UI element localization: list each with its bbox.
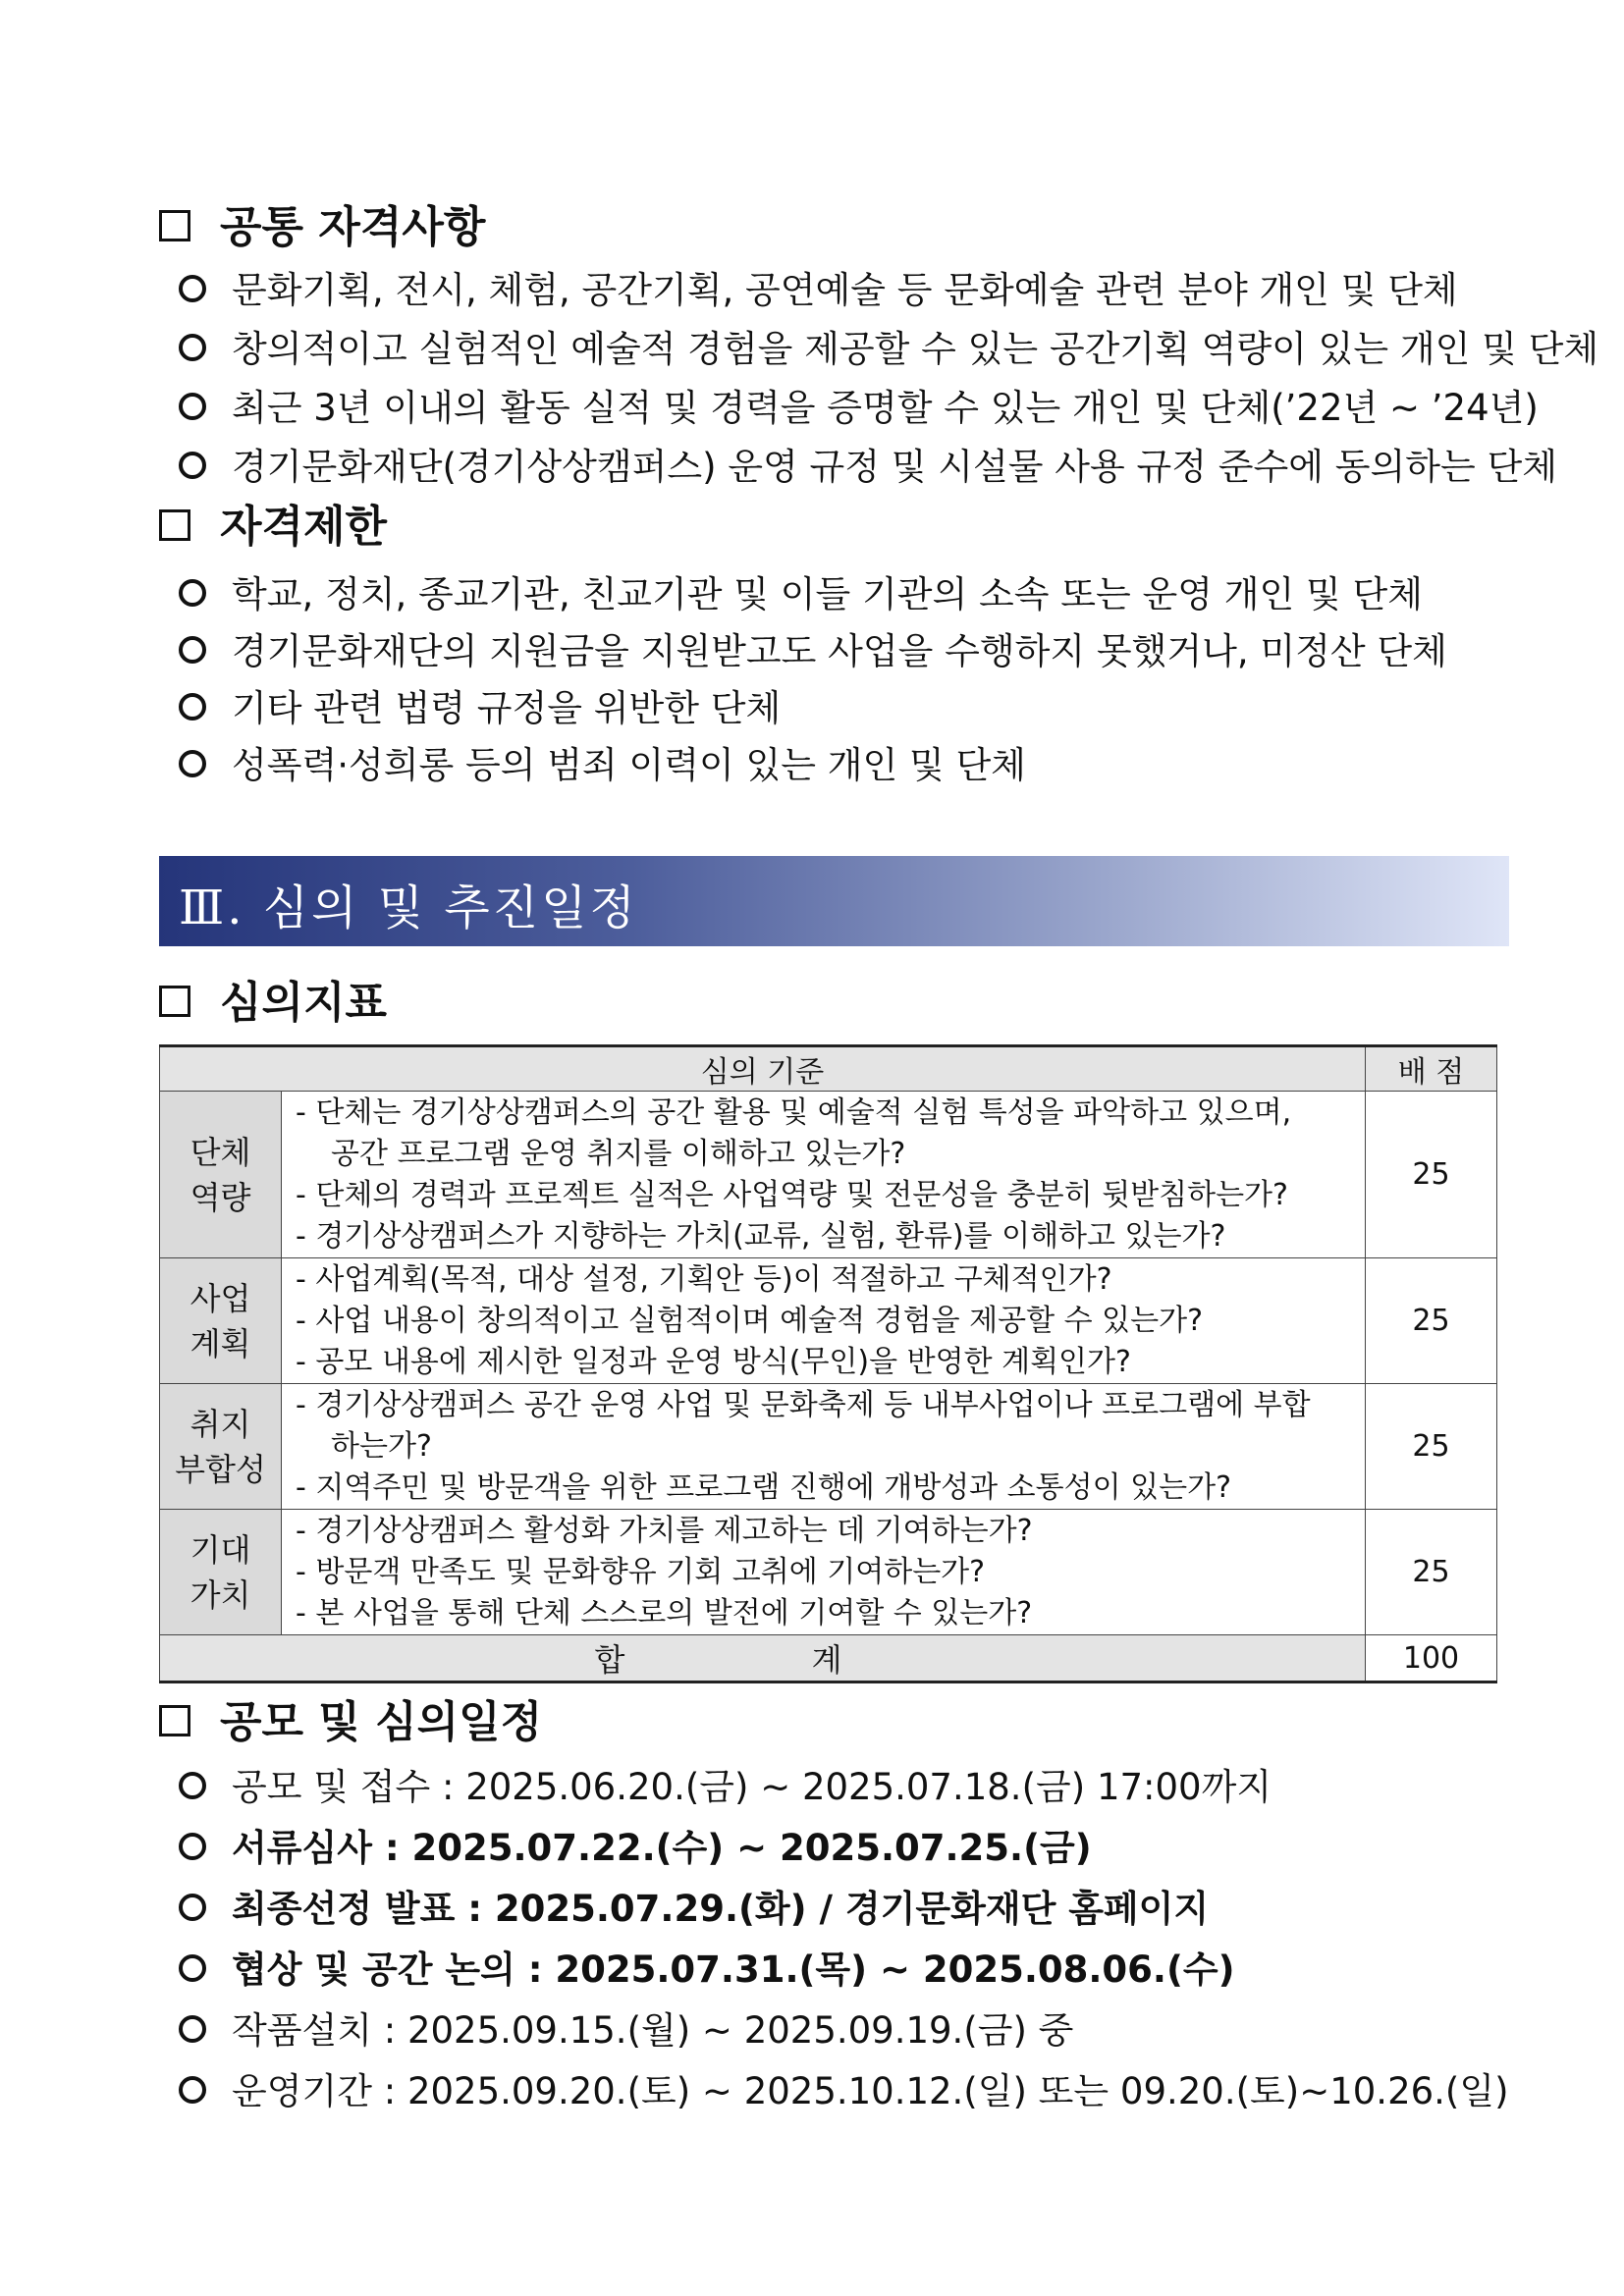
schedule-item bbox=[179, 1818, 1092, 1871]
section-banner bbox=[159, 856, 1509, 946]
schedule-item-text: 공모 및 접수 : 2025.06.20.(금) ~ 2025.07.18.(금) 17:00까지 bbox=[232, 1766, 1272, 1808]
criteria-line: - 지역주민 및 방문객을 위한 프로그램 진행에 개방성과 소통성이 있는가? bbox=[296, 1469, 1231, 1505]
heading-text: 공통 자격사항 bbox=[220, 202, 486, 252]
checkbox-square-icon bbox=[159, 509, 190, 541]
circle-bullet-icon bbox=[179, 1954, 206, 1982]
circle-bullet-icon bbox=[179, 579, 206, 607]
total-label: 합 계 bbox=[160, 1635, 1366, 1682]
category-line: 부합성 bbox=[175, 1450, 266, 1488]
list-item bbox=[179, 564, 1423, 617]
circle-bullet-icon bbox=[179, 452, 206, 479]
criteria-table bbox=[159, 1044, 1497, 1683]
banner-title: Ⅲ. 심의 및 추진일정 bbox=[179, 881, 638, 935]
list-item-text: 최근 3년 이내의 활동 실적 및 경력을 증명할 수 있는 개인 및 단체(’22년 ~ ’24년) bbox=[232, 387, 1539, 429]
list-item bbox=[179, 735, 1026, 788]
score-cell: 25 bbox=[1366, 1258, 1497, 1384]
circle-bullet-icon bbox=[179, 393, 206, 420]
schedule-item-text: 최종선정 발표 : 2025.07.29.(화) / 경기문화재단 홈페이지 bbox=[232, 1888, 1210, 1930]
checkbox-square-icon bbox=[159, 1705, 190, 1736]
criteria-line: - 단체의 경력과 프로젝트 실적은 사업역량 및 전문성을 충분히 뒷받침하는가? bbox=[296, 1177, 1288, 1212]
criteria-line: 공간 프로그램 운영 취지를 이해하고 있는가? bbox=[331, 1136, 906, 1171]
criteria-line: - 사업 내용이 창의적이고 실험적이며 예술적 경험을 제공할 수 있는가? bbox=[296, 1303, 1204, 1338]
criteria-line: - 사업계획(목적, 대상 설정, 기획안 등)이 적절하고 구체적인가? bbox=[296, 1261, 1112, 1297]
category-cell bbox=[160, 1384, 282, 1510]
checkbox-square-icon bbox=[159, 210, 190, 241]
circle-bullet-icon bbox=[179, 636, 206, 664]
circle-bullet-icon bbox=[179, 693, 206, 721]
table-header-row bbox=[160, 1046, 1497, 1092]
category-line: 단체 bbox=[189, 1133, 251, 1171]
schedule-item-text: 서류심사 : 2025.07.22.(수) ~ 2025.07.25.(금) bbox=[232, 1827, 1092, 1869]
schedule-item bbox=[179, 2001, 1073, 2054]
criteria-line: - 방문객 만족도 및 문화향유 기회 고취에 기여하는가? bbox=[296, 1554, 986, 1589]
score-cell: 25 bbox=[1366, 1384, 1497, 1510]
circle-bullet-icon bbox=[179, 275, 206, 302]
list-item-text: 학교, 정치, 종교기관, 친교기관 및 이들 기관의 소속 또는 운영 개인 및 단체 bbox=[232, 573, 1423, 615]
heading-common-qualifications bbox=[159, 191, 485, 254]
criteria-line: - 경기상상캠퍼스가 지향하는 가치(교류, 실험, 환류)를 이해하고 있는가? bbox=[296, 1218, 1226, 1254]
score-cell: 25 bbox=[1366, 1092, 1497, 1258]
circle-bullet-icon bbox=[179, 2076, 206, 2104]
schedule-item-text: 운영기간 : 2025.09.20.(토) ~ 2025.10.12.(일) 또는 09.20.(토)~10.26.(일) bbox=[232, 2070, 1509, 2112]
circle-bullet-icon bbox=[179, 334, 206, 361]
schedule-item-text: 작품설치 : 2025.09.15.(월) ~ 2025.09.19.(금) 중 bbox=[232, 2009, 1074, 2052]
heading-restrictions bbox=[159, 491, 387, 554]
schedule-item bbox=[179, 2061, 1509, 2114]
table-row bbox=[160, 1092, 1497, 1258]
list-item bbox=[179, 260, 1458, 313]
criteria-line: - 경기상상캠퍼스 공간 운영 사업 및 문화축제 등 내부사업이나 프로그램에 부합 bbox=[296, 1387, 1311, 1422]
heading-text: 공모 및 심의일정 bbox=[220, 1697, 543, 1747]
list-item bbox=[179, 437, 1557, 490]
schedule-item-text: 협상 및 공간 논의 : 2025.07.31.(목) ~ 2025.08.06.(수) bbox=[232, 1949, 1235, 1991]
list-item-text: 경기문화재단의 지원금을 지원받고도 사업을 수행하지 못했거나, 미정산 단체 bbox=[232, 630, 1447, 672]
heading-criteria bbox=[159, 967, 387, 1030]
criteria-line: - 공모 내용에 제시한 일정과 운영 방식(무인)을 반영한 계획인가? bbox=[296, 1344, 1131, 1379]
header-criteria: 심의 기준 bbox=[160, 1046, 1366, 1092]
circle-bullet-icon bbox=[179, 1894, 206, 1921]
heading-text: 심의지표 bbox=[220, 978, 388, 1028]
list-item-text: 창의적이고 실험적인 예술적 경험을 제공할 수 있는 공간기획 역량이 있는 개인 및 단체 bbox=[232, 328, 1599, 370]
criteria-line: - 경기상상캠퍼스 활성화 가치를 제고하는 데 기여하는가? bbox=[296, 1513, 1033, 1548]
category-cell bbox=[160, 1092, 282, 1258]
total-value: 100 bbox=[1366, 1635, 1497, 1682]
table-row bbox=[160, 1258, 1497, 1384]
category-line: 사업 bbox=[189, 1279, 251, 1317]
header-score: 배 점 bbox=[1366, 1046, 1497, 1092]
checkbox-square-icon bbox=[159, 986, 190, 1017]
category-line: 취지 bbox=[189, 1405, 251, 1443]
schedule-item bbox=[179, 1757, 1272, 1810]
criteria-line: - 본 사업을 통해 단체 스스로의 발전에 기여할 수 있는가? bbox=[296, 1595, 1033, 1630]
category-cell bbox=[160, 1258, 282, 1384]
list-item bbox=[179, 319, 1598, 372]
list-item-text: 문화기획, 전시, 체험, 공간기획, 공연예술 등 문화예술 관련 분야 개인 및 단체 bbox=[232, 269, 1458, 311]
criteria-cell bbox=[282, 1092, 1366, 1258]
category-line: 역량 bbox=[189, 1178, 251, 1216]
schedule-item bbox=[179, 1940, 1235, 1993]
circle-bullet-icon bbox=[179, 750, 206, 777]
score-cell: 25 bbox=[1366, 1510, 1497, 1635]
circle-bullet-icon bbox=[179, 1833, 206, 1860]
circle-bullet-icon bbox=[179, 1772, 206, 1799]
table-total-row bbox=[160, 1635, 1497, 1682]
schedule-item bbox=[179, 1879, 1209, 1932]
list-item bbox=[179, 678, 781, 731]
criteria-cell bbox=[282, 1510, 1366, 1635]
table-row bbox=[160, 1384, 1497, 1510]
criteria-cell bbox=[282, 1384, 1366, 1510]
list-item bbox=[179, 621, 1447, 674]
heading-text: 자격제한 bbox=[220, 502, 388, 552]
table-row bbox=[160, 1510, 1497, 1635]
list-item-text: 경기문화재단(경기상상캠퍼스) 운영 규정 및 시설물 사용 규정 준수에 동의하는 단체 bbox=[232, 446, 1557, 488]
criteria-line: 하는가? bbox=[331, 1428, 432, 1464]
category-line: 가치 bbox=[189, 1575, 251, 1614]
criteria-line: - 단체는 경기상상캠퍼스의 공간 활용 및 예술적 실험 특성을 파악하고 있으며, bbox=[296, 1095, 1292, 1130]
criteria-cell bbox=[282, 1258, 1366, 1384]
list-item-text: 기타 관련 법령 규정을 위반한 단체 bbox=[232, 687, 782, 729]
list-item-text: 성폭력·성희롱 등의 범죄 이력이 있는 개인 및 단체 bbox=[232, 744, 1026, 786]
category-line: 계획 bbox=[189, 1324, 251, 1362]
circle-bullet-icon bbox=[179, 2015, 206, 2043]
list-item bbox=[179, 378, 1539, 431]
heading-schedule bbox=[159, 1686, 542, 1749]
category-cell bbox=[160, 1510, 282, 1635]
category-line: 기대 bbox=[189, 1530, 251, 1569]
